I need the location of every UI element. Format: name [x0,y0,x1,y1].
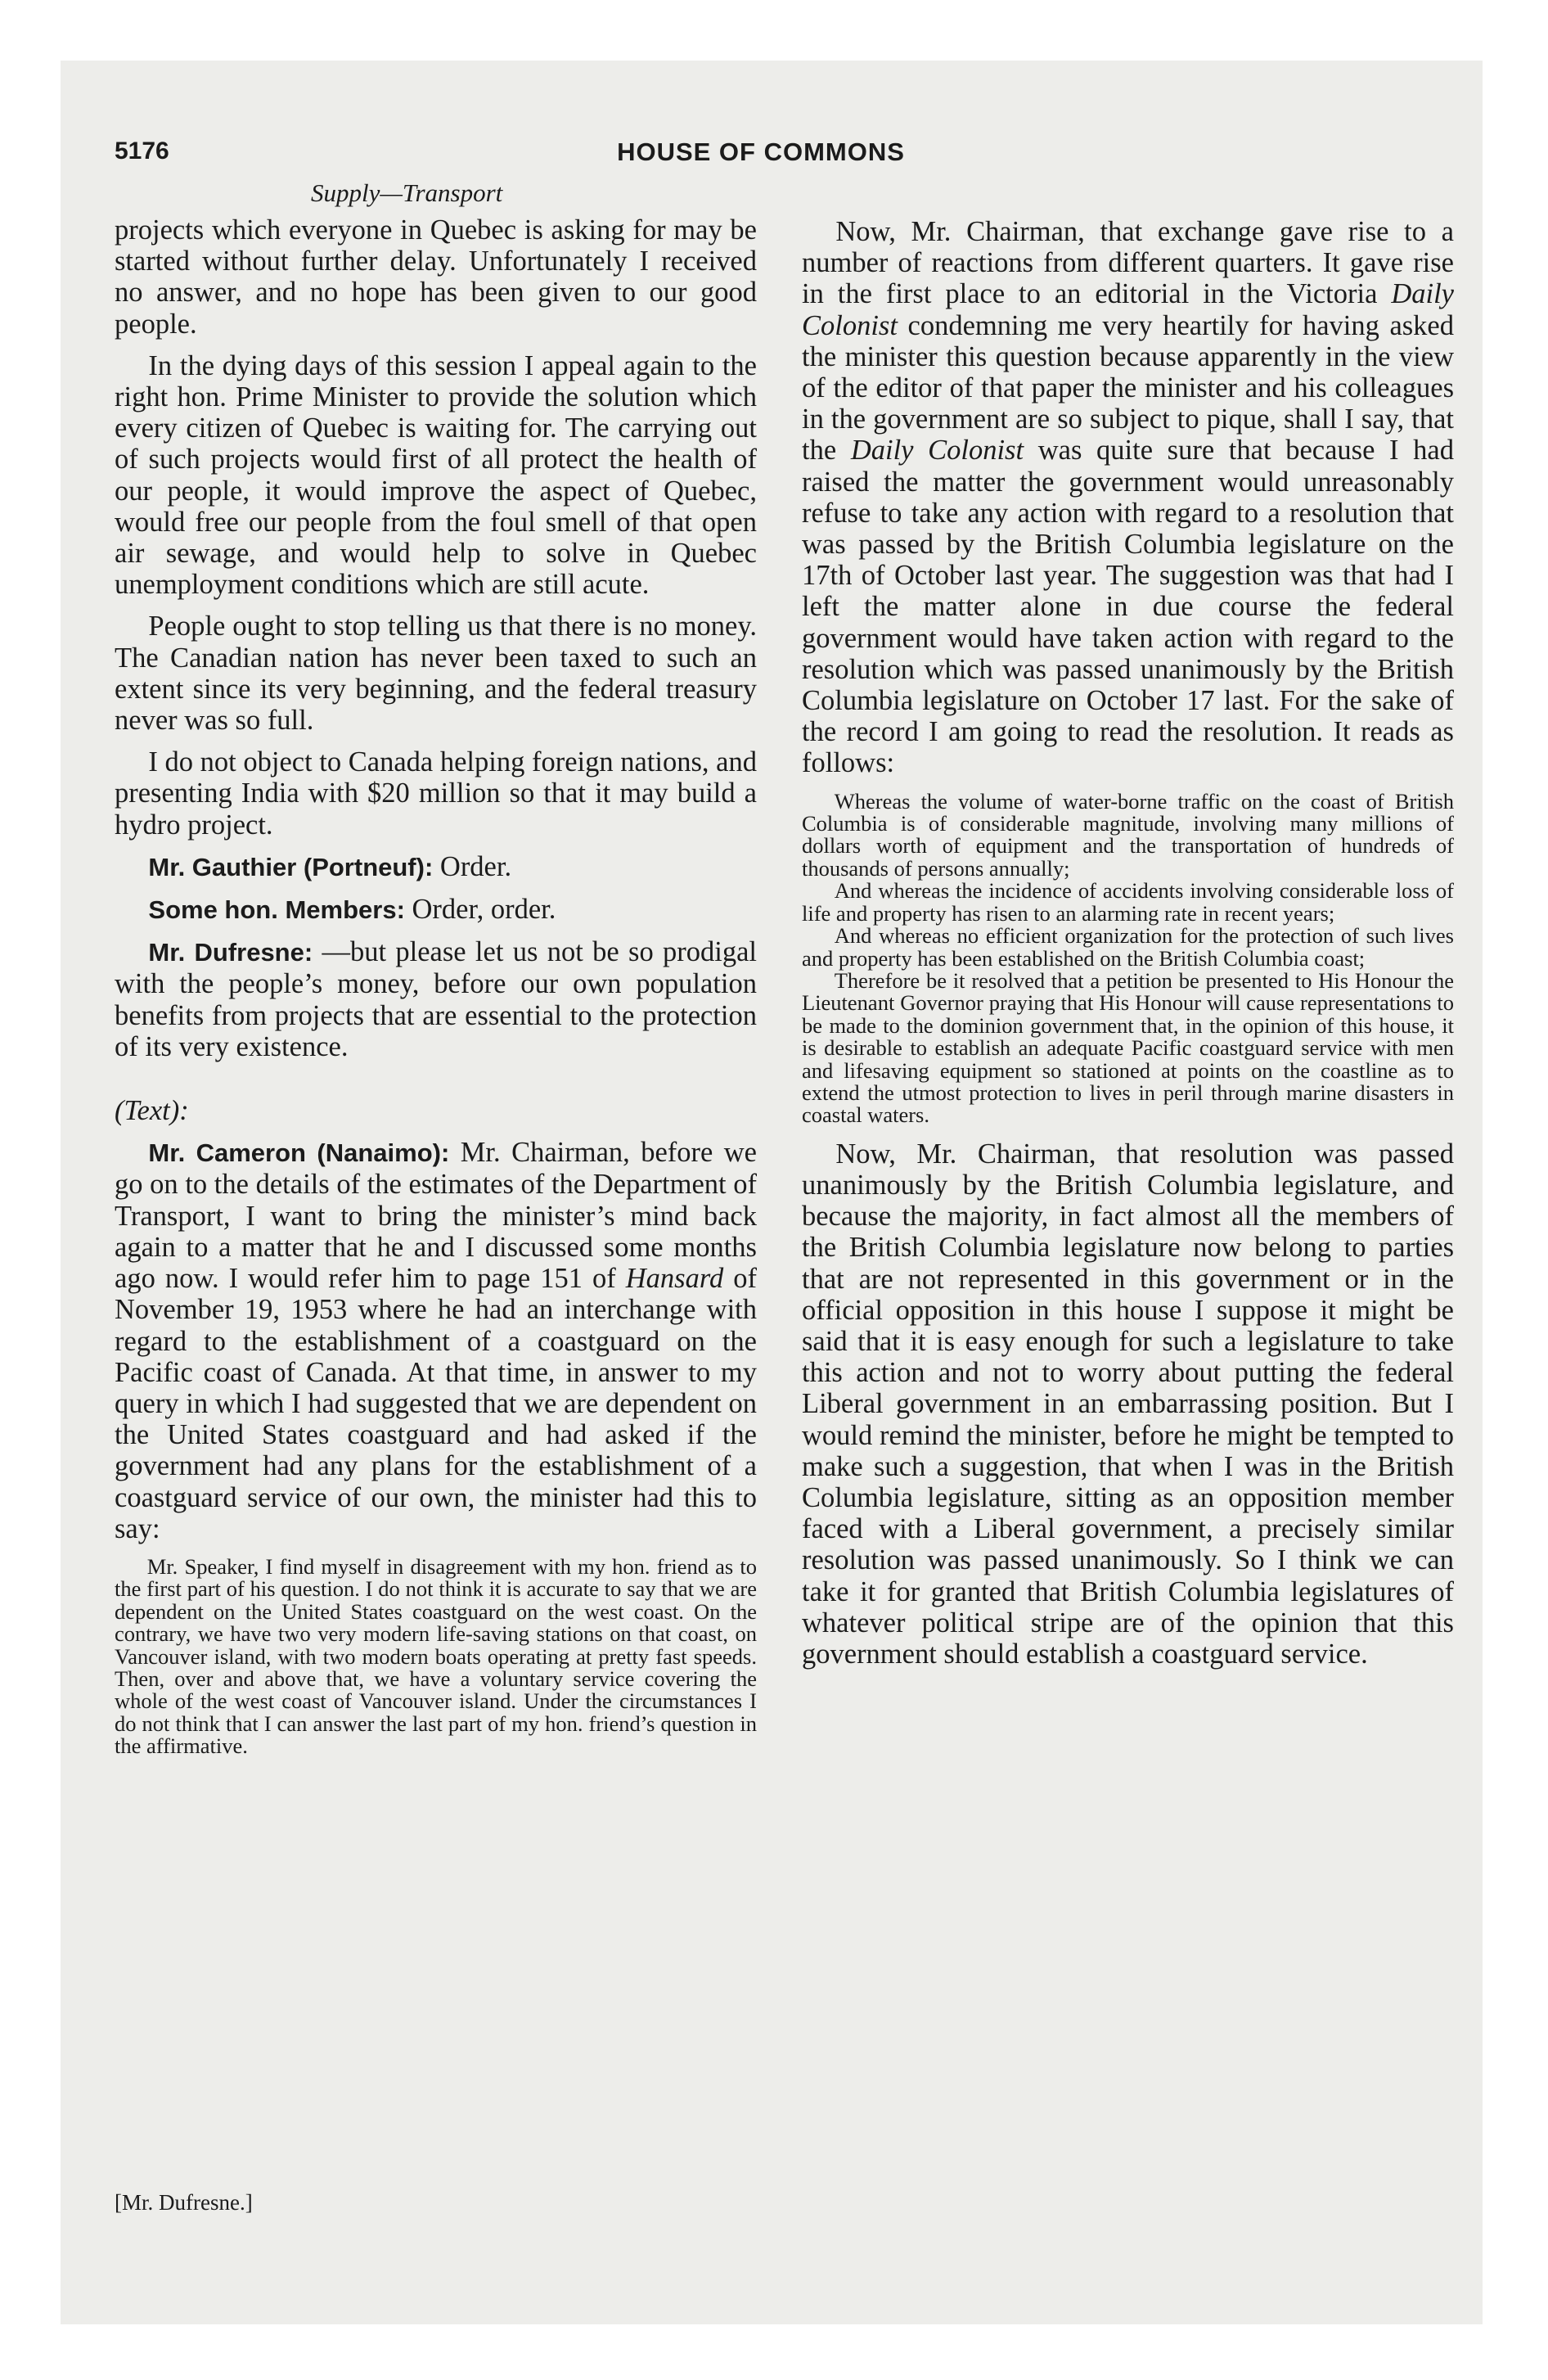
speech [115,894,757,926]
resolution-clause: Therefore be it resolved that a petition be presented to His Honour the Lieutenant Governor praying that His Honour will cause representations to be made to the dominion government that, in the opinion of this house, it is desirable to establish an adequate Pacific coastguard service with men and lifesaving equipment so stationed at points on the coastline as to extend the utmost protection to lives in peril through marine disasters in coastal waters. [802,967,1454,1128]
speech [115,851,757,883]
resolution-clause: And whereas the incidence of accidents involving considerable loss of life and property has risen to an alarming rate in recent years; [802,878,1454,926]
paragraph: Now, Mr. Chairman, that resolution was passed unanimously by the British Columbia legislature, and because the majority, in fact almost all the members of the British Columbia legislature now belong to parties that are not represented in this government or in the official opposition in this house I suppose it might be said that it is easy enough for such a legislature to take this action and not to worry about putting the federal Liberal government in an embarrassing position. But I would remind the minister, before he might be tempted to make such a suggestion, that when I was in the British Columbia legislature, sitting as an opposition member faced with a Liberal government, a precisely similar resolution was passed unanimously. So I think we can take it for granted that British Columbia legislatures of whatever political stripe are of the opinion that this government should establish a coastguard service. [802,1138,1454,1670]
speaker-name: Mr. Gauthier (Portneuf): [148,852,434,881]
hansard-title: Hansard [625,1263,724,1295]
quoted-reply [115,1553,757,1759]
speech-text: —but please let us not be so prodigal with the people’s money, before our own population benefits from projects that are essential to the protection of its very existence. [115,936,757,1062]
section-heading: Supply—Transport [311,178,503,207]
page-header [115,137,1407,174]
paragraph [802,216,1454,779]
newspaper-title: Daily Colonist [802,278,1454,341]
resolution-clause: And whereas no efficient organization for the protection of such lives and property has been established on the British Columbia coast; [802,923,1454,971]
speech-text: Order. [433,850,512,882]
paragraph: projects which everyone in Quebec is asking for may be started without further delay. Unfortunately I received no answer, and no hope has been given to our good people. [115,214,757,340]
left-column [115,214,757,1769]
paragraph-text: condemning me very heartily for having asked the minister this question because apparently in the view of the editor of that paper the minister and his colleagues in the government are so subject to pique, shall I say, that the [802,309,1454,467]
speaker-name: Mr. Dufresne: [148,938,313,967]
resolution-clause: Whereas the volume of water-borne traffic on the coast of British Columbia is of considerable magnitude, involving many millions of dollars worth of equipment and the transportation of hundreds of thousands of persons annually; [802,788,1454,881]
paragraph: People ought to stop telling us that there is no money. The Canadian nation has never been taxed to such an extent since its very beginning, and the federal treasury never was so full. [115,611,757,737]
speech-text: Mr. Chairman, before we go on to the details of the estimates of the Department of Transport, I want to bring the minister’s mind back again to a matter that he and I discussed some months ago now. I would refer him to page 151 of [115,1137,757,1295]
quote-text: Mr. Speaker, I find myself in disagreement with my hon. friend as to the first part of his question. I do not think it is accurate to say that we are dependent on the United States coastguard on the west coast. On the contrary, we have two very modern life-saving stations on that coast, on Vancouver island, with two modern boats operating at pretty fast speeds. Then, over and above that, we have a voluntary service covering the whole of the west coast of Vancouver island. Under the circumstances I do not think that I can answer the last part of my hon. friend’s question in the affirmative. [115,1553,757,1759]
speaker-name: Mr. Cameron (Nanaimo): [148,1138,450,1168]
right-column [802,216,1454,1670]
paragraph-text: Now, Mr. Chairman, that exchange gave rise to a number of reactions from different quarters. It gave rise in the first place to an editorial in the Victoria [802,216,1454,310]
paragraph: I do not object to Canada helping foreign nations, and presenting India with $20 million so that it may build a hydro project. [115,746,757,841]
speech-text: Order, order. [404,894,556,926]
speech-text: of November 19, 1953 where he had an interchange with regard to the establishment of a coastguard on the Pacific coast of Canada. At that time, in answer to my query in which I had suggested that we are dependent on the United States coastguard and had asked if the government had any plans for the establishment of a coastguard service of our own, the minister had this to say: [115,1263,757,1544]
page-number: 5176 [115,137,169,165]
resolution-quote [802,788,1454,1128]
text-label: (Text): [115,1095,189,1127]
speech [115,1137,757,1544]
speech [115,936,757,1062]
speaker-name: Some hon. Members: [148,895,405,925]
paragraph-text: was quite sure that because I had raised the matter the government would unreasonably refuse to take any action with regard to a resolution that was passed by the British Columbia legislature on the 17th of October last year. The suggestion was that had I left the matter alone in due course the federal government would have taken action with regard to the resolution which was passed unanimously by the British Columbia legislature on October 17 last. For the sake of the record I am going to read the resolution. It reads as follows: [802,435,1454,779]
newspaper-title: Daily Colonist [850,435,1024,467]
footer-speaker-ref: [Mr. Dufresne.] [115,2190,253,2215]
running-title: HOUSE OF COMMONS [617,137,905,166]
paragraph: In the dying days of this session I appeal again to the right hon. Prime Minister to provide the solution which every citizen of Quebec is waiting for. The carrying out of such projects would first of all protect the health of our people, it would improve the aspect of Quebec, would free our people from the foul smell of that open air sewage, and would help to solve in Quebec unemployment conditions which are still acute. [115,349,757,601]
